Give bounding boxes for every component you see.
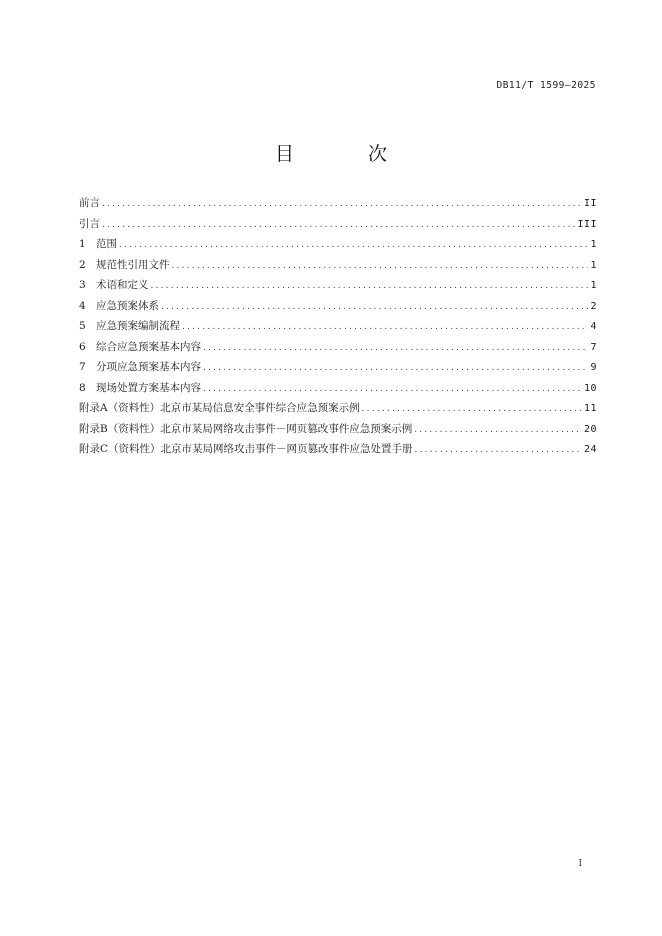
toc-entry-title: 术语和定义 [96, 279, 149, 291]
toc-entry[interactable] [79, 237, 597, 258]
toc-entry-page: III [577, 218, 597, 230]
toc-dot-leader [203, 382, 582, 396]
toc-entry-page: 1 [590, 239, 597, 250]
toc-entry[interactable] [79, 217, 597, 238]
toc-entry-page: 24 [583, 444, 597, 455]
toc-entry[interactable] [79, 299, 597, 320]
toc-entry-title: 前言 [79, 197, 100, 209]
toc-entry-page: 20 [583, 423, 597, 435]
toc-entry-page: 1 [590, 259, 597, 271]
toc-entry-title: 应急预案体系 [96, 299, 159, 312]
toc-entry-number: 4 [79, 299, 86, 312]
table-of-contents [79, 196, 597, 463]
toc-dot-leader [203, 341, 588, 355]
toc-entry-page: 7 [590, 341, 597, 353]
toc-dot-leader [119, 238, 588, 252]
toc-dot-leader [362, 402, 582, 416]
toc-entry[interactable] [79, 360, 597, 381]
toc-entry-title: 规范性引用文件 [96, 258, 170, 271]
toc-entry-page: 10 [583, 382, 597, 394]
toc-dot-leader [102, 218, 575, 232]
toc-dot-leader [151, 279, 589, 293]
toc-entry-number: 7 [79, 361, 86, 373]
toc-entry-title: 分项应急预案基本内容 [96, 361, 201, 373]
toc-entry-title: 附录B（资料性）北京市某局网络攻击事件－网页篡改事件应急预案示例 [79, 422, 413, 435]
page-number: I [578, 859, 582, 869]
toc-entry-number: 8 [79, 381, 86, 394]
document-code: DB11/T 1599—2025 [496, 80, 596, 91]
toc-entry[interactable] [79, 401, 597, 422]
toc-entry-number: 6 [79, 340, 86, 353]
toc-entry[interactable] [79, 422, 597, 443]
toc-dot-leader [172, 259, 589, 273]
toc-entry-title: 引言 [79, 217, 100, 230]
toc-dot-leader [414, 423, 582, 437]
toc-entry-title: 综合应急预案基本内容 [96, 340, 201, 353]
page-title: 目 次 [274, 143, 422, 165]
toc-entry[interactable] [79, 196, 597, 217]
toc-entry-title: 附录A（资料性）北京市某局信息安全事件综合应急预案示例 [79, 402, 360, 414]
toc-entry-number: 2 [79, 258, 86, 271]
toc-entry-title: 现场处置方案基本内容 [96, 381, 201, 394]
toc-entry[interactable] [79, 258, 597, 279]
toc-dot-leader [203, 361, 588, 375]
toc-dot-leader [182, 320, 588, 334]
toc-entry[interactable] [79, 319, 597, 340]
toc-entry-title: 应急预案编制流程 [96, 320, 180, 332]
toc-entry[interactable] [79, 278, 597, 299]
toc-entry[interactable] [79, 442, 597, 463]
toc-entry-number: 5 [79, 320, 86, 332]
toc-dot-leader [161, 300, 588, 314]
toc-dot-leader [415, 443, 582, 457]
toc-entry-page: 4 [590, 321, 597, 332]
toc-entry[interactable] [79, 381, 597, 402]
toc-dot-leader [102, 197, 582, 211]
toc-entry-page: 1 [590, 280, 597, 291]
toc-entry-number: 1 [79, 238, 86, 250]
toc-entry-page: 9 [590, 362, 597, 373]
toc-entry-number: 3 [79, 279, 86, 291]
toc-entry-title: 范围 [96, 238, 117, 250]
toc-entry[interactable] [79, 340, 597, 361]
toc-entry-title: 附录C（资料性）北京市某局网络攻击事件－网页篡改事件应急处置手册 [79, 443, 413, 455]
toc-entry-page: 11 [583, 403, 597, 414]
toc-entry-page: 2 [590, 300, 597, 312]
toc-entry-page: II [583, 198, 597, 209]
